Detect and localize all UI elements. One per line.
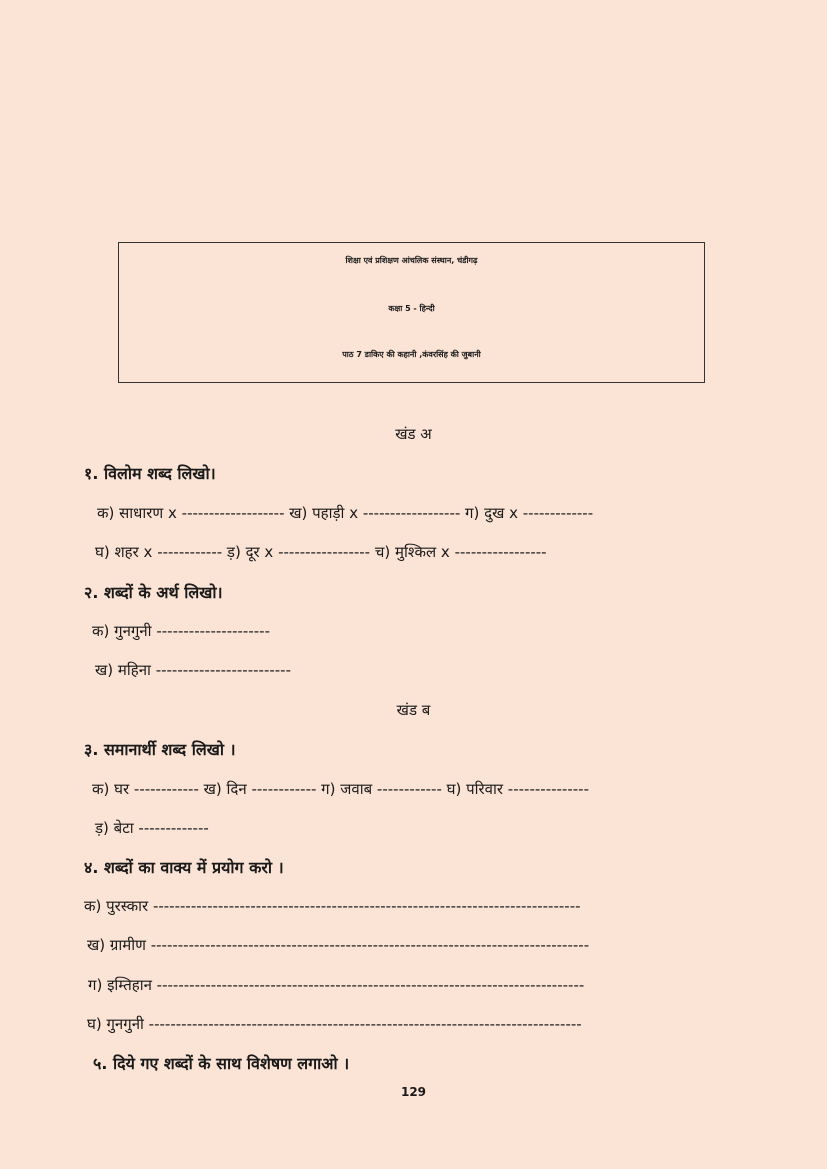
q4-item-3: ग) इम्तिहान ------------------------------------------------------------------------------- [88, 976, 585, 994]
q4-item-1: क) पुरस्कार ------------------------------------------------------------------------------- [84, 897, 581, 915]
lesson-title: पाठ 7 डाकिए की कहानी ,कंवरसिंह की जुबानी [342, 350, 481, 359]
q2-item-2: ख) महिना ------------------------- [95, 661, 292, 679]
q4-heading: ४. शब्दों का वाक्य में प्रयोग करो । [84, 858, 284, 877]
q1-line-2: घ) शहर x ------------ ड़) दूर x ----------------- च) मुश्किल x ----------------- [95, 543, 547, 561]
section-b-title: खंड ब [396, 701, 431, 719]
institute-name: शिक्षा एवं प्रशिक्षण आंचलिक संस्थान, चंडीगढ़ [345, 256, 478, 265]
header-box [118, 242, 705, 383]
section-a-title: खंड अ [395, 425, 432, 443]
q1-line-1: क) साधारण x ------------------- ख) पहाड़ी x ------------------ ग) दुख x ------------- [97, 504, 594, 522]
q3-line-1: क) घर ------------ ख) दिन ------------ ग) जवाब ------------ घ) परिवार --------------- [92, 780, 589, 798]
q4-item-2: ख) ग्रामीण --------------------------------------------------------------------------------- [87, 936, 590, 954]
class-subject: कक्षा 5 - हिन्दी [388, 304, 435, 313]
q1-heading: १. विलोम शब्द लिखो। [84, 464, 216, 483]
q5-heading: ५. दिये गए शब्दों के साथ विशेषण लगाओ । [93, 1054, 350, 1073]
q3-line-2: ड़) बेटा ------------- [95, 819, 209, 837]
q2-item-1: क) गुनगुनी --------------------- [92, 622, 270, 640]
page-number: 129 [400, 1085, 427, 1099]
q2-heading: २. शब्दों के अर्थ लिखो। [84, 583, 223, 602]
q4-item-4: घ) गुनगुनी -------------------------------------------------------------------------------- [87, 1015, 582, 1033]
q3-heading: ३. समानार्थी शब्द लिखो । [84, 740, 236, 759]
